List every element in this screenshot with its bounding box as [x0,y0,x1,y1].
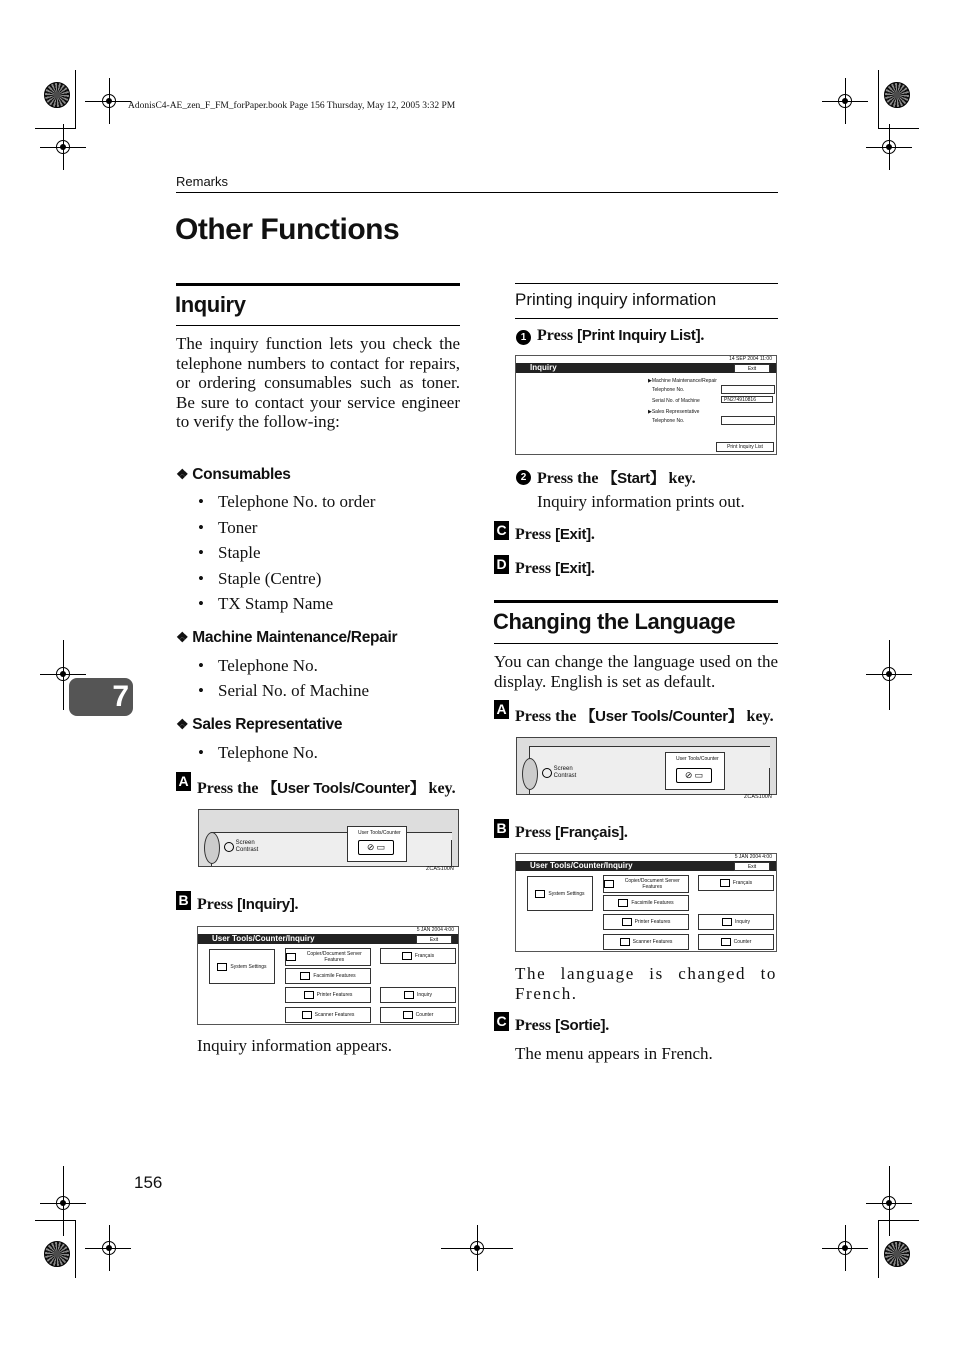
serial-field: PN274910816 [721,396,773,403]
contrast-label: Contrast [553,773,577,779]
subsection-rule [515,283,778,284]
group-heading: ❖ Machine Maintenance/Repair [176,629,398,646]
section-rule [176,325,460,326]
page-title: Other Functions [175,213,400,246]
menu-screen [197,926,459,1025]
menu-screen [515,853,777,952]
user-tools-key[interactable]: ⊘ ▭ [676,768,712,783]
copier-features-button[interactable]: Copier/Document Server Features [603,875,689,893]
chapter-tab: 7 [69,678,133,716]
registration-rosette [44,1241,70,1267]
inquiry-button[interactable]: Inquiry [698,914,774,930]
user-tools-key-area [665,752,725,790]
section-rule [494,600,778,603]
section-rule [176,283,460,286]
step-instruction: Press [Inquiry]. [197,896,299,913]
francais-button[interactable]: Français [380,948,456,964]
step-note: The menu appears in French. [515,1044,713,1063]
list-item: • Telephone No. [218,656,318,676]
screen-title: Inquiry [516,363,776,373]
printing-heading: Printing inquiry information [515,290,717,309]
registration-rosette [884,82,910,108]
control-panel-illustration [516,737,777,795]
screen-title: User Tools/Counter/Inquiry [198,934,458,944]
step-instruction: Press [Français]. [515,824,628,841]
printer-features-button[interactable]: Printer Features [285,987,371,1003]
user-tools-key[interactable]: ⊘ ▭ [358,840,394,855]
telephone-field [721,385,775,394]
list-item: • Serial No. of Machine [218,681,369,701]
system-settings-button[interactable]: System Settings [527,876,593,911]
language-intro: You can change the language used on the display. English is set as default. [494,652,778,691]
exit-button[interactable]: Exit [734,364,770,373]
telephone-field [721,416,775,425]
scanner-features-button[interactable]: Scanner Features [603,934,689,950]
page-number: 156 [134,1173,163,1192]
step-number: B [494,819,509,838]
language-heading: Changing the Language [493,609,736,634]
facsimile-features-button[interactable]: Facsimile Features [285,968,371,984]
screen-label: Screen [553,766,573,772]
contrast-icon [224,842,234,852]
serial-label: Serial No. of Machine [652,398,700,404]
step-instruction: Press [Exit]. [515,560,595,577]
list-item: • Staple [218,543,261,563]
system-settings-button[interactable]: System Settings [209,949,275,984]
inquiry-heading: Inquiry [175,292,246,317]
registration-rosette [44,82,70,108]
list-item: • Staple (Centre) [218,569,321,589]
counter-button[interactable]: Counter [698,934,774,950]
running-head: Remarks [176,174,229,189]
inquiry-intro: The inquiry function lets you check the telephone numbers to contact for repairs, or ordering consumables such as toner. Be sure to contact your service engineer to verify the follow-ing: [176,334,460,431]
print-inquiry-list-button[interactable]: Print Inquiry List [716,442,774,452]
user-tools-key-area [347,826,407,862]
telephone-label: Telephone No. [652,387,685,393]
printer-features-button[interactable]: Printer Features [603,914,689,930]
control-panel-illustration [198,809,459,867]
step-note: Inquiry information appears. [197,1036,392,1055]
counter-button[interactable]: Counter [380,1007,456,1023]
step-number: C [494,1012,509,1031]
key-label: User Tools/Counter [358,830,401,836]
step-instruction: Press the 【User Tools/Counter】 key. [197,780,456,797]
telephone-label: Telephone No. [652,418,685,424]
screen-datetime: 14 SEP 2004 11:00 [729,356,772,362]
screen-label: Screen [235,840,255,846]
step-instruction: Press [Sortie]. [515,1017,610,1034]
step-number: A [494,700,509,719]
exit-button[interactable]: Exit [734,862,770,871]
step-instruction: Press the 【User Tools/Counter】 key. [515,708,774,725]
step-note: Inquiry information prints out. [537,492,745,511]
figure-code: ZCAS100N [426,866,454,872]
inquiry-screen [515,355,777,455]
list-item: • Telephone No. [218,743,318,763]
section-rule [494,643,778,644]
scanner-features-button[interactable]: Scanner Features [285,1007,371,1023]
step-instruction: Press the 【Start】 key. [537,470,696,487]
francais-button[interactable]: Français [698,875,774,891]
facsimile-features-button[interactable]: Facsimile Features [603,895,689,911]
group-heading: ❖ Consumables [176,466,291,483]
figure-code: ZCAS100N [744,794,772,800]
list-item: • TX Stamp Name [218,594,333,614]
copier-features-button[interactable]: Copier/Document Server Features [285,948,371,966]
group-heading: ❖ Sales Representative [176,716,343,733]
step-instruction: Press [Exit]. [515,526,595,543]
registration-rosette [884,1241,910,1267]
step-number: A [176,772,191,791]
header-rule [176,192,778,193]
contrast-icon [542,768,552,778]
key-label: User Tools/Counter [676,756,719,762]
step-number: B [176,891,191,910]
inquiry-button[interactable]: Inquiry [380,987,456,1003]
exit-button[interactable]: Exit [416,935,452,944]
screen-datetime: 5 JAN 2004 4:00 [734,854,772,860]
step-number: D [494,555,509,574]
step-instruction: Press [Print Inquiry List]. [537,327,705,344]
sales-heading: ▶Sales Representative [648,409,700,415]
screen-title: User Tools/Counter/Inquiry [516,861,776,871]
contrast-label: Contrast [235,847,259,853]
list-item: • Telephone No. to order [218,492,375,512]
file-header: AdonisC4-AE_zen_F_FM_forPaper.book Page 156 Thursday, May 12, 2005 3:32 PM [128,101,456,111]
substep-number: 1 [516,330,531,345]
screen-datetime: 5 JAN 2004 4:00 [416,927,454,933]
subsection-rule [515,318,778,319]
substep-number: 2 [516,470,531,485]
machine-heading: ▶Machine Maintenance/Repair [648,378,717,384]
list-item: • Toner [218,518,257,538]
step-number: C [494,521,509,540]
step-note: The language is changed to French. [515,964,777,1003]
